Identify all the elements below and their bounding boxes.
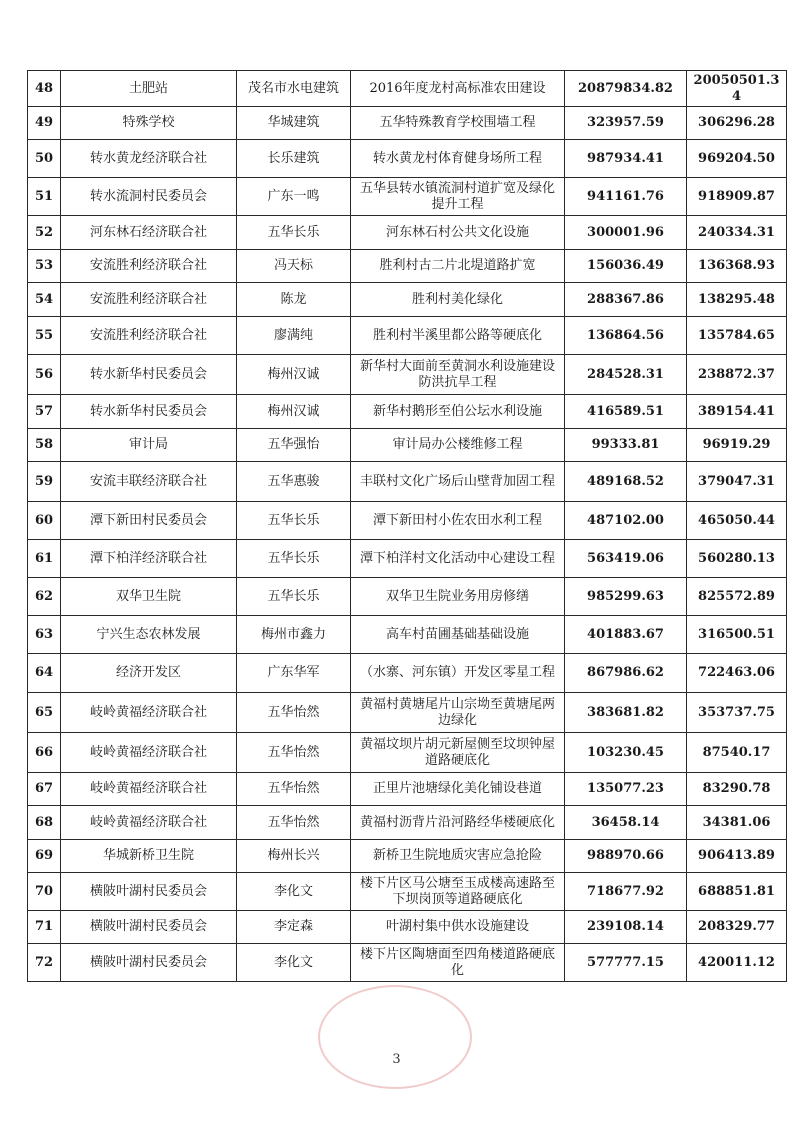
row-number: 69 bbox=[28, 840, 61, 873]
project-name: 新华村大面前至黄洞水利设施建设防洪抗旱工程 bbox=[351, 355, 565, 395]
audited-amount: 87540.17 bbox=[687, 733, 787, 773]
table-row bbox=[28, 107, 787, 140]
project-name: 黄福坟坝片胡元新屋侧至坟坝钟屋道路硬底化 bbox=[351, 733, 565, 773]
table-row bbox=[28, 773, 787, 806]
row-number: 65 bbox=[28, 693, 61, 733]
table-row bbox=[28, 840, 787, 873]
unit-name: 岐岭黄福经济联合社 bbox=[61, 806, 237, 840]
audited-amount: 20050501.34 bbox=[687, 71, 787, 107]
table-row bbox=[28, 355, 787, 395]
audited-amount: 465050.44 bbox=[687, 502, 787, 540]
unit-name: 双华卫生院 bbox=[61, 578, 237, 616]
row-number: 51 bbox=[28, 178, 61, 216]
unit-name: 安流丰联经济联合社 bbox=[61, 462, 237, 502]
contractor-name: 梅州长兴 bbox=[237, 840, 351, 873]
unit-name: 横陂叶湖村民委员会 bbox=[61, 944, 237, 982]
table-row bbox=[28, 429, 787, 462]
audited-amount: 379047.31 bbox=[687, 462, 787, 502]
audited-amount: 83290.78 bbox=[687, 773, 787, 806]
contractor-name: 五华长乐 bbox=[237, 540, 351, 578]
page-number: 3 bbox=[392, 1052, 401, 1067]
unit-name: 华城新桥卫生院 bbox=[61, 840, 237, 873]
unit-name: 岐岭黄福经济联合社 bbox=[61, 733, 237, 773]
project-name: 高车村苗圃基础基础设施 bbox=[351, 616, 565, 654]
project-name: 黄福村沥背片沿河路经华楼硬底化 bbox=[351, 806, 565, 840]
audited-amount: 138295.48 bbox=[687, 283, 787, 317]
contract-amount: 563419.06 bbox=[565, 540, 687, 578]
project-name: 楼下片区马公塘至玉成楼高速路至下坝岗顶等道路硬底化 bbox=[351, 873, 565, 911]
unit-name: 安流胜利经济联合社 bbox=[61, 283, 237, 317]
audited-amount: 316500.51 bbox=[687, 616, 787, 654]
project-name: 潭下柏洋村文化活动中心建设工程 bbox=[351, 540, 565, 578]
contractor-name: 冯天标 bbox=[237, 250, 351, 283]
audited-amount: 906413.89 bbox=[687, 840, 787, 873]
project-name: 新华村鹅形至伯公坛水利设施 bbox=[351, 395, 565, 429]
unit-name: 岐岭黄福经济联合社 bbox=[61, 773, 237, 806]
contractor-name: 五华怡然 bbox=[237, 693, 351, 733]
contract-amount: 156036.49 bbox=[565, 250, 687, 283]
row-number: 62 bbox=[28, 578, 61, 616]
unit-name: 宁兴生态农林发展 bbox=[61, 616, 237, 654]
audited-amount: 238872.37 bbox=[687, 355, 787, 395]
audited-amount: 688851.81 bbox=[687, 873, 787, 911]
project-name: 丰联村文化广场后山壁背加固工程 bbox=[351, 462, 565, 502]
unit-name: 潭下新田村民委员会 bbox=[61, 502, 237, 540]
contractor-name: 梅州市鑫力 bbox=[237, 616, 351, 654]
project-name: 胜利村半溪里都公路等硬底化 bbox=[351, 317, 565, 355]
project-name: 双华卫生院业务用房修缮 bbox=[351, 578, 565, 616]
project-table bbox=[27, 70, 787, 982]
table-row bbox=[28, 250, 787, 283]
unit-name: 安流胜利经济联合社 bbox=[61, 317, 237, 355]
table-row bbox=[28, 733, 787, 773]
contract-amount: 988970.66 bbox=[565, 840, 687, 873]
unit-name: 横陂叶湖村民委员会 bbox=[61, 911, 237, 944]
table-row bbox=[28, 616, 787, 654]
contract-amount: 239108.14 bbox=[565, 911, 687, 944]
contractor-name: 五华怡然 bbox=[237, 806, 351, 840]
project-name: 2016年度龙村高标准农田建设 bbox=[351, 71, 565, 107]
table-row bbox=[28, 395, 787, 429]
contractor-name: 长乐建筑 bbox=[237, 140, 351, 178]
row-number: 70 bbox=[28, 873, 61, 911]
contract-amount: 985299.63 bbox=[565, 578, 687, 616]
unit-name: 岐岭黄福经济联合社 bbox=[61, 693, 237, 733]
contract-amount: 288367.86 bbox=[565, 283, 687, 317]
project-name: 河东林石村公共文化设施 bbox=[351, 216, 565, 250]
contractor-name: 五华强怡 bbox=[237, 429, 351, 462]
contract-amount: 941161.76 bbox=[565, 178, 687, 216]
project-name: 潭下新田村小佐农田水利工程 bbox=[351, 502, 565, 540]
contract-amount: 718677.92 bbox=[565, 873, 687, 911]
contract-amount: 416589.51 bbox=[565, 395, 687, 429]
contractor-name: 陈龙 bbox=[237, 283, 351, 317]
table-row bbox=[28, 140, 787, 178]
table-row bbox=[28, 806, 787, 840]
contract-amount: 136864.56 bbox=[565, 317, 687, 355]
row-number: 50 bbox=[28, 140, 61, 178]
row-number: 72 bbox=[28, 944, 61, 982]
project-name: 胜利村美化绿化 bbox=[351, 283, 565, 317]
seal-stamp bbox=[318, 985, 472, 1089]
contract-amount: 103230.45 bbox=[565, 733, 687, 773]
table-row bbox=[28, 540, 787, 578]
row-number: 59 bbox=[28, 462, 61, 502]
contractor-name: 五华惠骏 bbox=[237, 462, 351, 502]
row-number: 60 bbox=[28, 502, 61, 540]
row-number: 55 bbox=[28, 317, 61, 355]
project-name: 新桥卫生院地质灾害应急抢险 bbox=[351, 840, 565, 873]
contract-amount: 135077.23 bbox=[565, 773, 687, 806]
project-name: 黄福村黄塘尾片山宗坳至黄塘尾两边绿化 bbox=[351, 693, 565, 733]
contractor-name: 广东华军 bbox=[237, 654, 351, 693]
audited-amount: 722463.06 bbox=[687, 654, 787, 693]
audited-amount: 240334.31 bbox=[687, 216, 787, 250]
audited-amount: 389154.41 bbox=[687, 395, 787, 429]
row-number: 58 bbox=[28, 429, 61, 462]
project-name: 楼下片区陶塘面至四角楼道路硬底化 bbox=[351, 944, 565, 982]
contract-amount: 487102.00 bbox=[565, 502, 687, 540]
audited-amount: 353737.75 bbox=[687, 693, 787, 733]
contract-amount: 401883.67 bbox=[565, 616, 687, 654]
audited-amount: 420011.12 bbox=[687, 944, 787, 982]
table-row bbox=[28, 178, 787, 216]
contractor-name: 茂名市水电建筑 bbox=[237, 71, 351, 107]
contractor-name: 李化文 bbox=[237, 944, 351, 982]
unit-name: 经济开发区 bbox=[61, 654, 237, 693]
contract-amount: 987934.41 bbox=[565, 140, 687, 178]
contractor-name: 廖满纯 bbox=[237, 317, 351, 355]
table-row bbox=[28, 944, 787, 982]
unit-name: 潭下柏洋经济联合社 bbox=[61, 540, 237, 578]
project-name: 转水黄龙村体育健身场所工程 bbox=[351, 140, 565, 178]
table-row bbox=[28, 71, 787, 107]
unit-name: 转水黄龙经济联合社 bbox=[61, 140, 237, 178]
table-row bbox=[28, 873, 787, 911]
row-number: 49 bbox=[28, 107, 61, 140]
row-number: 64 bbox=[28, 654, 61, 693]
audited-amount: 918909.87 bbox=[687, 178, 787, 216]
audited-amount: 96919.29 bbox=[687, 429, 787, 462]
unit-name: 横陂叶湖村民委员会 bbox=[61, 873, 237, 911]
row-number: 71 bbox=[28, 911, 61, 944]
table-row bbox=[28, 654, 787, 693]
audited-amount: 560280.13 bbox=[687, 540, 787, 578]
unit-name: 审计局 bbox=[61, 429, 237, 462]
project-name: 胜利村古二片北堤道路扩宽 bbox=[351, 250, 565, 283]
unit-name: 安流胜利经济联合社 bbox=[61, 250, 237, 283]
row-number: 63 bbox=[28, 616, 61, 654]
unit-name: 土肥站 bbox=[61, 71, 237, 107]
contract-amount: 284528.31 bbox=[565, 355, 687, 395]
contract-amount: 36458.14 bbox=[565, 806, 687, 840]
contract-amount: 323957.59 bbox=[565, 107, 687, 140]
audited-amount: 969204.50 bbox=[687, 140, 787, 178]
row-number: 48 bbox=[28, 71, 61, 107]
table-row bbox=[28, 317, 787, 355]
contract-amount: 489168.52 bbox=[565, 462, 687, 502]
audited-amount: 136368.93 bbox=[687, 250, 787, 283]
audited-amount: 825572.89 bbox=[687, 578, 787, 616]
contractor-name: 五华怡然 bbox=[237, 773, 351, 806]
audited-amount: 135784.65 bbox=[687, 317, 787, 355]
row-number: 54 bbox=[28, 283, 61, 317]
row-number: 61 bbox=[28, 540, 61, 578]
table-row bbox=[28, 911, 787, 944]
project-name: 审计局办公楼维修工程 bbox=[351, 429, 565, 462]
unit-name: 转水流洞村民委员会 bbox=[61, 178, 237, 216]
contractor-name: 五华长乐 bbox=[237, 578, 351, 616]
table-row bbox=[28, 216, 787, 250]
row-number: 52 bbox=[28, 216, 61, 250]
row-number: 67 bbox=[28, 773, 61, 806]
contract-amount: 20879834.82 bbox=[565, 71, 687, 107]
contract-amount: 577777.15 bbox=[565, 944, 687, 982]
contract-amount: 300001.96 bbox=[565, 216, 687, 250]
contractor-name: 五华长乐 bbox=[237, 502, 351, 540]
row-number: 56 bbox=[28, 355, 61, 395]
contractor-name: 梅州汉诚 bbox=[237, 355, 351, 395]
contractor-name: 五华怡然 bbox=[237, 733, 351, 773]
table-row bbox=[28, 693, 787, 733]
contractor-name: 五华长乐 bbox=[237, 216, 351, 250]
row-number: 57 bbox=[28, 395, 61, 429]
table-row bbox=[28, 283, 787, 317]
table-row bbox=[28, 502, 787, 540]
audited-amount: 306296.28 bbox=[687, 107, 787, 140]
unit-name: 河东林石经济联合社 bbox=[61, 216, 237, 250]
project-name: 五华特殊教育学校围墙工程 bbox=[351, 107, 565, 140]
unit-name: 特殊学校 bbox=[61, 107, 237, 140]
row-number: 66 bbox=[28, 733, 61, 773]
table-row bbox=[28, 578, 787, 616]
row-number: 68 bbox=[28, 806, 61, 840]
contractor-name: 广东一鸣 bbox=[237, 178, 351, 216]
contractor-name: 李化文 bbox=[237, 873, 351, 911]
contractor-name: 华城建筑 bbox=[237, 107, 351, 140]
unit-name: 转水新华村民委员会 bbox=[61, 395, 237, 429]
audited-amount: 208329.77 bbox=[687, 911, 787, 944]
project-name: 正里片池塘绿化美化铺设巷道 bbox=[351, 773, 565, 806]
project-name: （水寨、河东镇）开发区零星工程 bbox=[351, 654, 565, 693]
contract-amount: 383681.82 bbox=[565, 693, 687, 733]
contractor-name: 梅州汉诚 bbox=[237, 395, 351, 429]
table-body bbox=[28, 71, 787, 982]
contract-amount: 99333.81 bbox=[565, 429, 687, 462]
project-name: 叶湖村集中供水设施建设 bbox=[351, 911, 565, 944]
contractor-name: 李定森 bbox=[237, 911, 351, 944]
audited-amount: 34381.06 bbox=[687, 806, 787, 840]
table-row bbox=[28, 462, 787, 502]
project-name: 五华县转水镇流洞村道扩宽及绿化提升工程 bbox=[351, 178, 565, 216]
row-number: 53 bbox=[28, 250, 61, 283]
unit-name: 转水新华村民委员会 bbox=[61, 355, 237, 395]
contract-amount: 867986.62 bbox=[565, 654, 687, 693]
